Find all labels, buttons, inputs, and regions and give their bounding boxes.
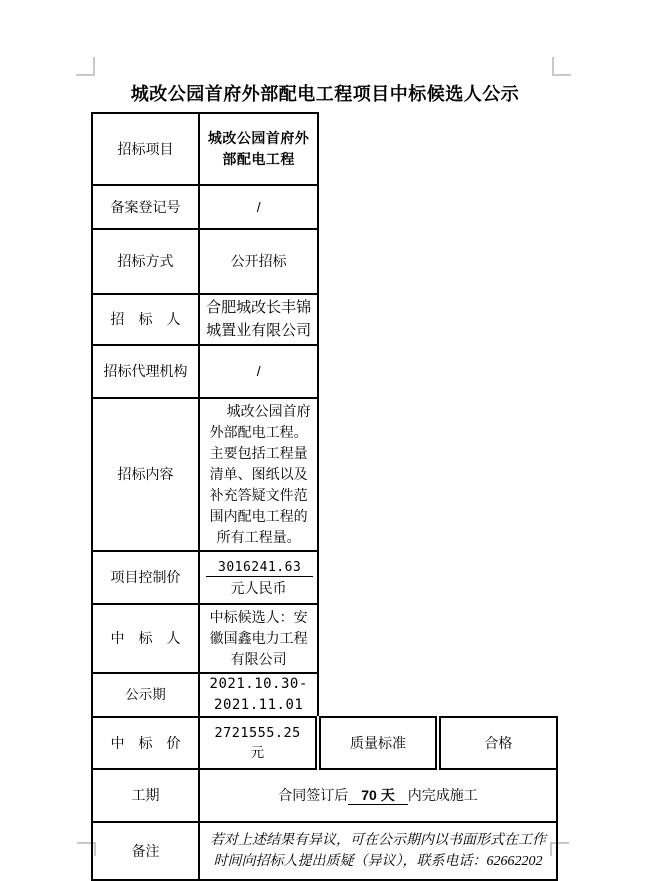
control-price-unit: 元人民币 [230, 579, 287, 596]
table-row [92, 673, 557, 717]
duration-suffix: 内完成施工 [407, 787, 478, 803]
table-row [92, 604, 557, 673]
table-row [92, 822, 557, 880]
row-label-remarks: 备注 [92, 822, 199, 880]
table-row [92, 229, 557, 294]
row-value-remarks: 若对上述结果有异议，可在公示期内以书面形式在工作时间向招标人提出质疑（异议），联系电话：62662202 [199, 822, 557, 880]
table-row [92, 185, 557, 229]
page-title: 城改公园首府外部配电工程项目中标候选人公示 [130, 84, 520, 104]
row-label-agency: 招标代理机构 [92, 345, 199, 398]
row-label-control-price: 项目控制价 [92, 551, 199, 604]
table-row [92, 113, 557, 185]
quality-standard-value: 合格 [438, 717, 557, 769]
row-value-bid-content: 城改公园首府外部配电工程。主要包括工程量清单、图纸以及补充答疑文件范围内配电工程的所有工程量。 [199, 398, 318, 551]
row-value-control-price [199, 551, 318, 604]
row-label-record-no: 备案登记号 [92, 185, 199, 229]
row-label-publicity-period: 公示期 [92, 673, 199, 717]
bid-price-value: 2721555.25 元 [199, 717, 318, 769]
row-label-winner: 中 标 人 [92, 604, 199, 673]
announcement-table [91, 112, 558, 881]
row-value-agency: / [199, 345, 318, 398]
page-margin-mark-top-left [76, 57, 95, 76]
row-value-winner: 中标候选人：安徽国鑫电力工程有限公司 [199, 604, 318, 673]
page-margin-mark-top-right [552, 57, 571, 76]
row-label-bid-project: 招标项目 [92, 113, 199, 185]
table-row [92, 769, 557, 822]
duration-prefix: 合同签订后 [278, 787, 349, 803]
row-label-bid-content: 招标内容 [92, 398, 199, 551]
row-value-tenderee: 合肥城改长丰锦城置业有限公司 [199, 294, 318, 345]
table-row [92, 717, 557, 769]
table-row [92, 398, 557, 551]
row-label-duration: 工期 [92, 769, 199, 822]
row-value-publicity-period: 2021.10.30-2021.11.01 [199, 673, 318, 717]
quality-standard-label: 质量标准 [318, 717, 437, 769]
row-value-bid-project: 城改公园首府外部配电工程 [199, 113, 318, 185]
control-price-amount: 3016241.63 [206, 560, 313, 577]
table-row [92, 294, 557, 345]
table-row [92, 345, 557, 398]
row-value-duration [199, 769, 557, 822]
row-value-record-no: / [199, 185, 318, 229]
table-row [92, 551, 557, 604]
row-label-bid-price: 中 标 价 [92, 717, 199, 769]
row-value-bid-method: 公开招标 [199, 229, 318, 294]
row-label-tenderee: 招 标 人 [92, 294, 199, 345]
duration-days: 70 天 [348, 787, 407, 805]
row-label-bid-method: 招标方式 [92, 229, 199, 294]
